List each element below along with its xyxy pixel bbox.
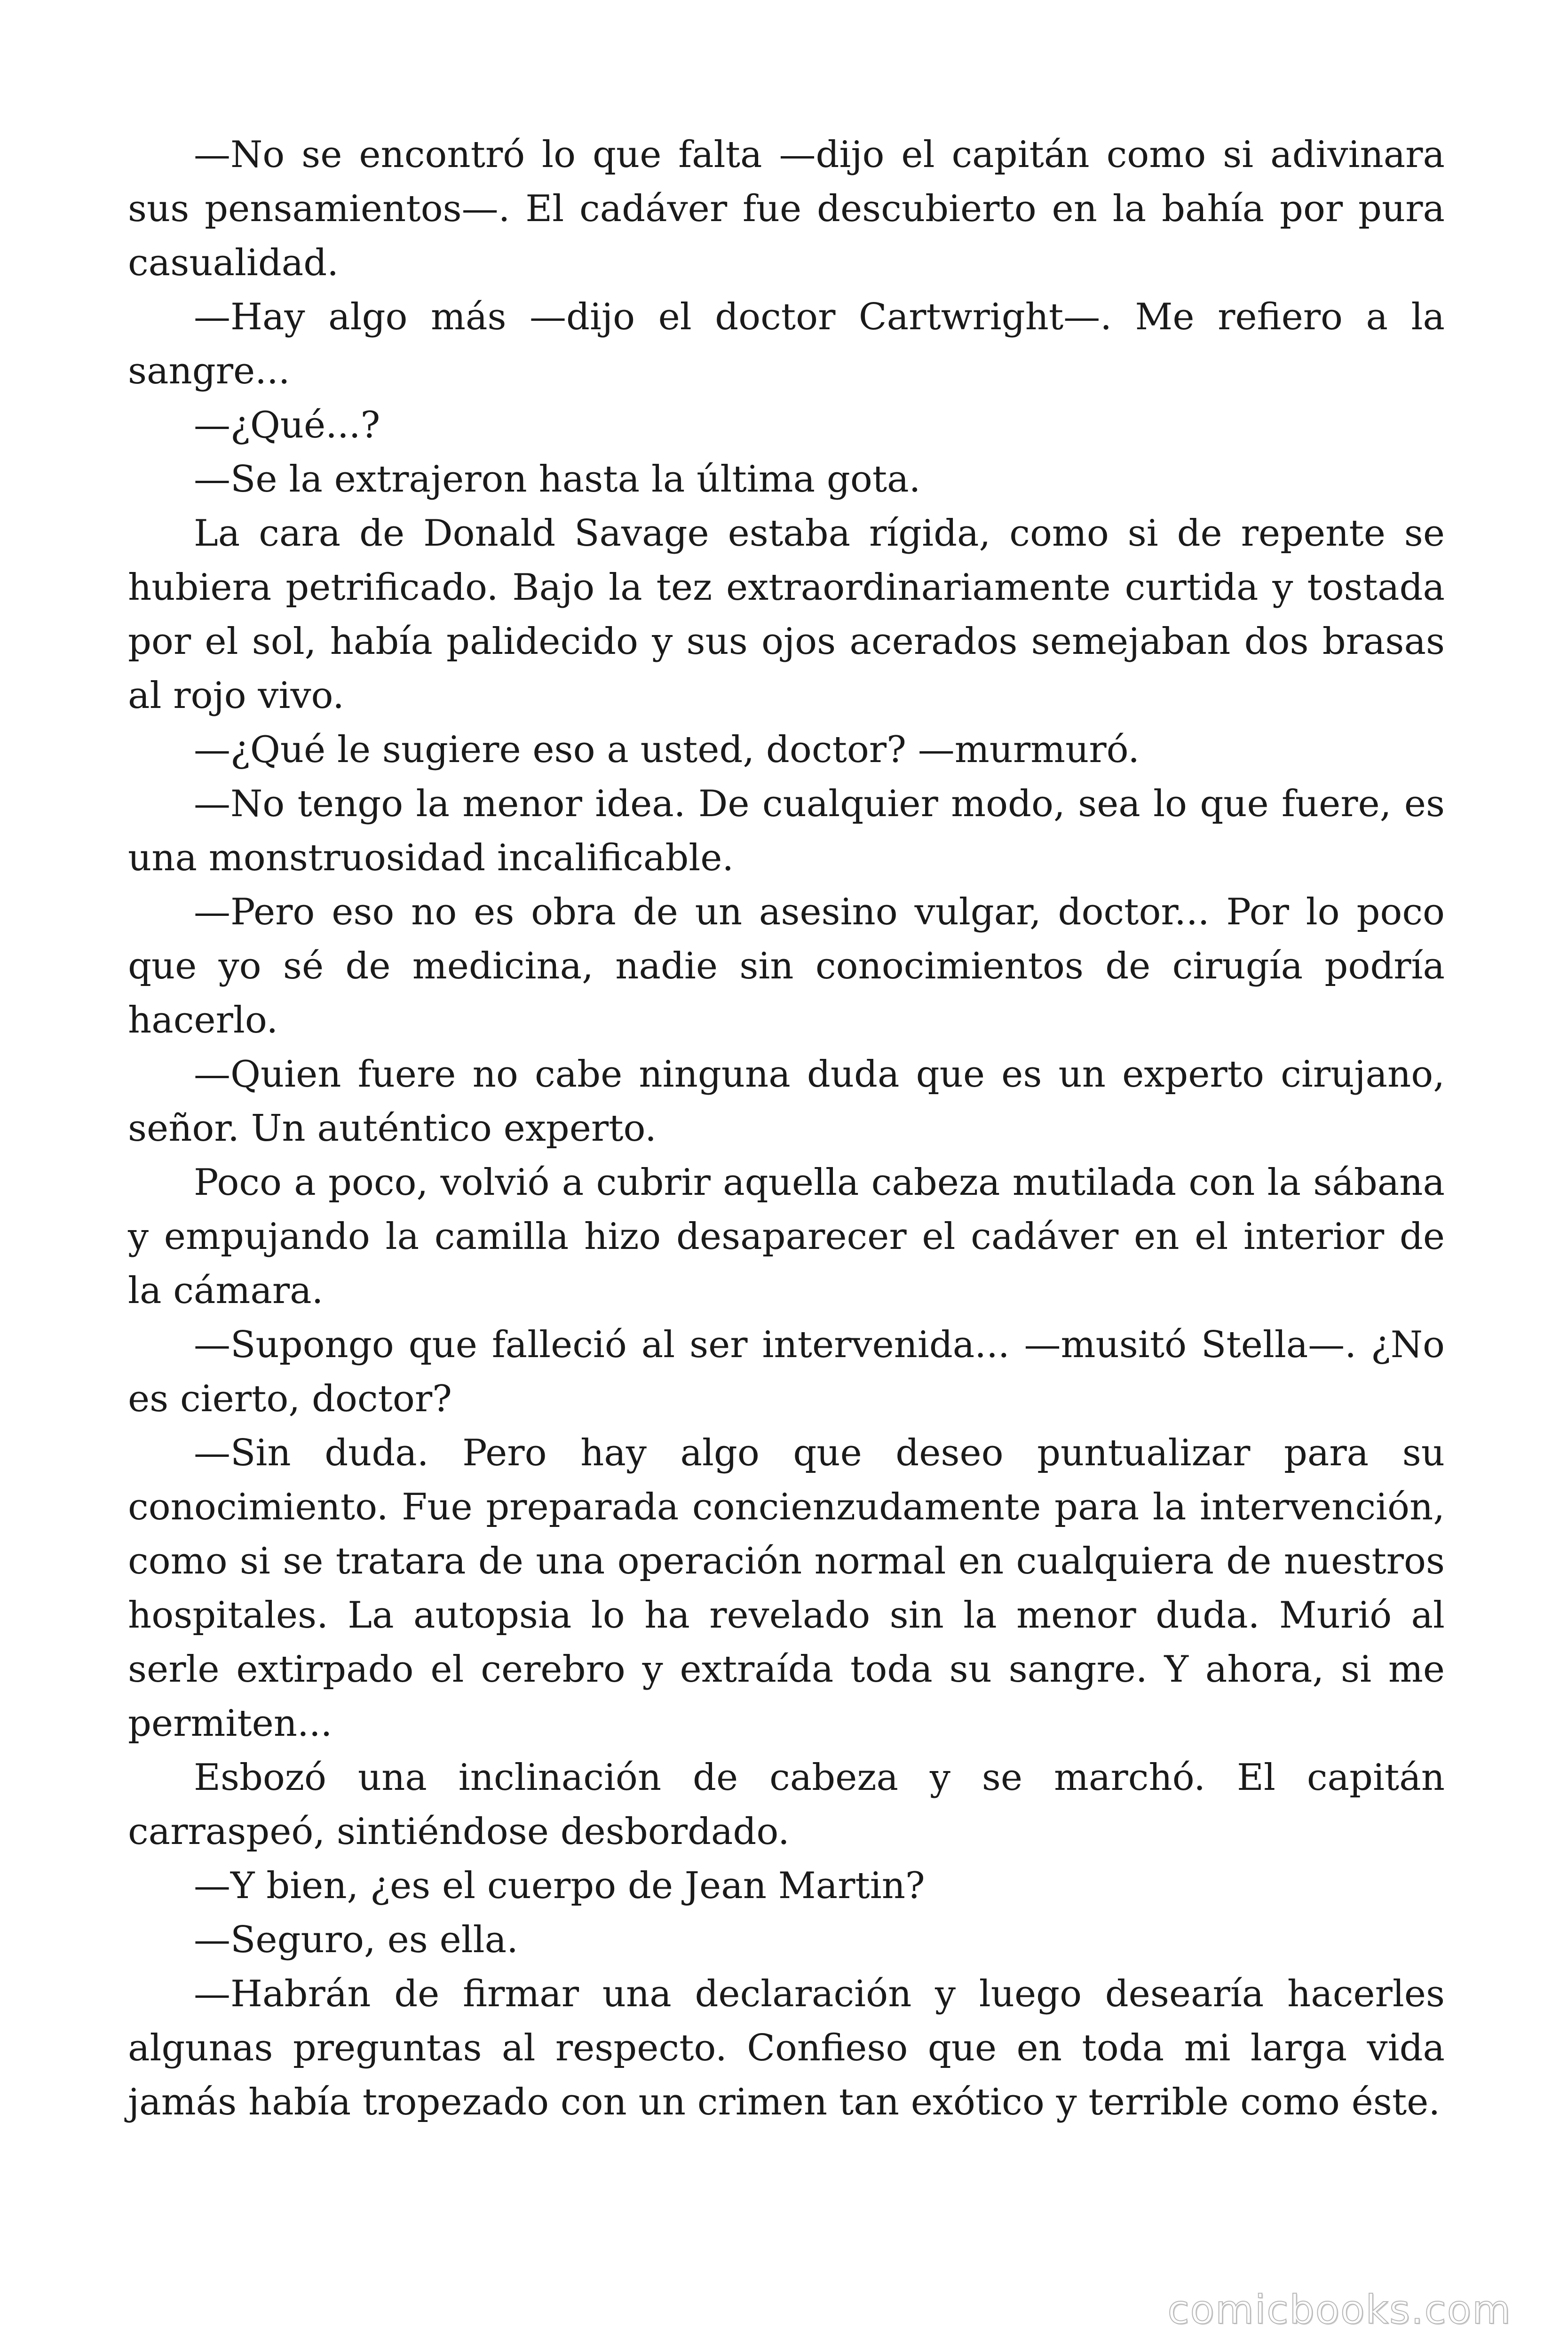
paragraph: —No se encontró lo que falta —dijo el capitán como si adivinara sus pensamientos—. El cadáver fue descubierto en la bahía por pura casualidad. <box>128 134 1445 284</box>
paragraph: —Supongo que falleció al ser intervenida... —musitó Stella—. ¿No es cierto, doctor? <box>128 1324 1445 1420</box>
paragraph: —Y bien, ¿es el cuerpo de Jean Martin? <box>194 1865 925 1907</box>
paragraph: —Seguro, es ella. <box>194 1919 518 1961</box>
paragraph: —¿Qué...? <box>194 404 380 446</box>
paragraph: —Se la extrajeron hasta la última gota. <box>194 458 921 501</box>
watermark: comicbooks.com <box>1167 2287 1512 2333</box>
paragraph: Esbozó una inclinación de cabeza y se marchó. El capitán carraspeó, sintiéndose desbordado. <box>128 1756 1445 1853</box>
paragraph: Poco a poco, volvió a cubrir aquella cabeza mutilada con la sábana y empujando la camilla hizo desaparecer el cadáver en el interior de la cámara. <box>128 1161 1445 1312</box>
paragraph: —Quien fuere no cabe ninguna duda que es un experto cirujano, señor. Un auténtico experto. <box>128 1053 1445 1150</box>
paragraph: —Hay algo más —dijo el doctor Cartwright—. Me refiero a la sangre... <box>128 296 1445 392</box>
paragraph: —No tengo la menor idea. De cualquier modo, sea lo que fuere, es una monstruosidad incalificable. <box>128 783 1445 879</box>
paragraph: —¿Qué le sugiere eso a usted, doctor? —murmuró. <box>194 729 1140 771</box>
paragraph: —Habrán de firmar una declaración y luego desearía hacerles algunas preguntas al respecto. Confieso que en toda mi larga vida jamás había tropezado con un crimen tan exótico y terrible como éste. <box>128 1973 1445 2123</box>
paragraph: —Sin duda. Pero hay algo que deseo puntualizar para su conocimiento. Fue preparada concienzudamente para la intervención, como si se tratara de una operación normal en cualquiera de nuestros hospitales. La autopsia lo ha revelado sin la menor duda. Murió al serle extirpado el cerebro y extraída toda su sangre. Y ahora, si me permiten... <box>128 1432 1445 1745</box>
paragraph: —Pero eso no es obra de un asesino vulgar, doctor... Por lo poco que yo sé de medicina, nadie sin conocimientos de cirugía podría hacerlo. <box>128 891 1445 1041</box>
page-body <box>128 128 1445 2130</box>
paragraph: La cara de Donald Savage estaba rígida, como si de repente se hubiera petrificado. Bajo la tez extraordinariamente curtida y tostada por el sol, había palidecido y sus ojos acerados semejaban dos brasas al rojo vivo. <box>128 512 1445 717</box>
